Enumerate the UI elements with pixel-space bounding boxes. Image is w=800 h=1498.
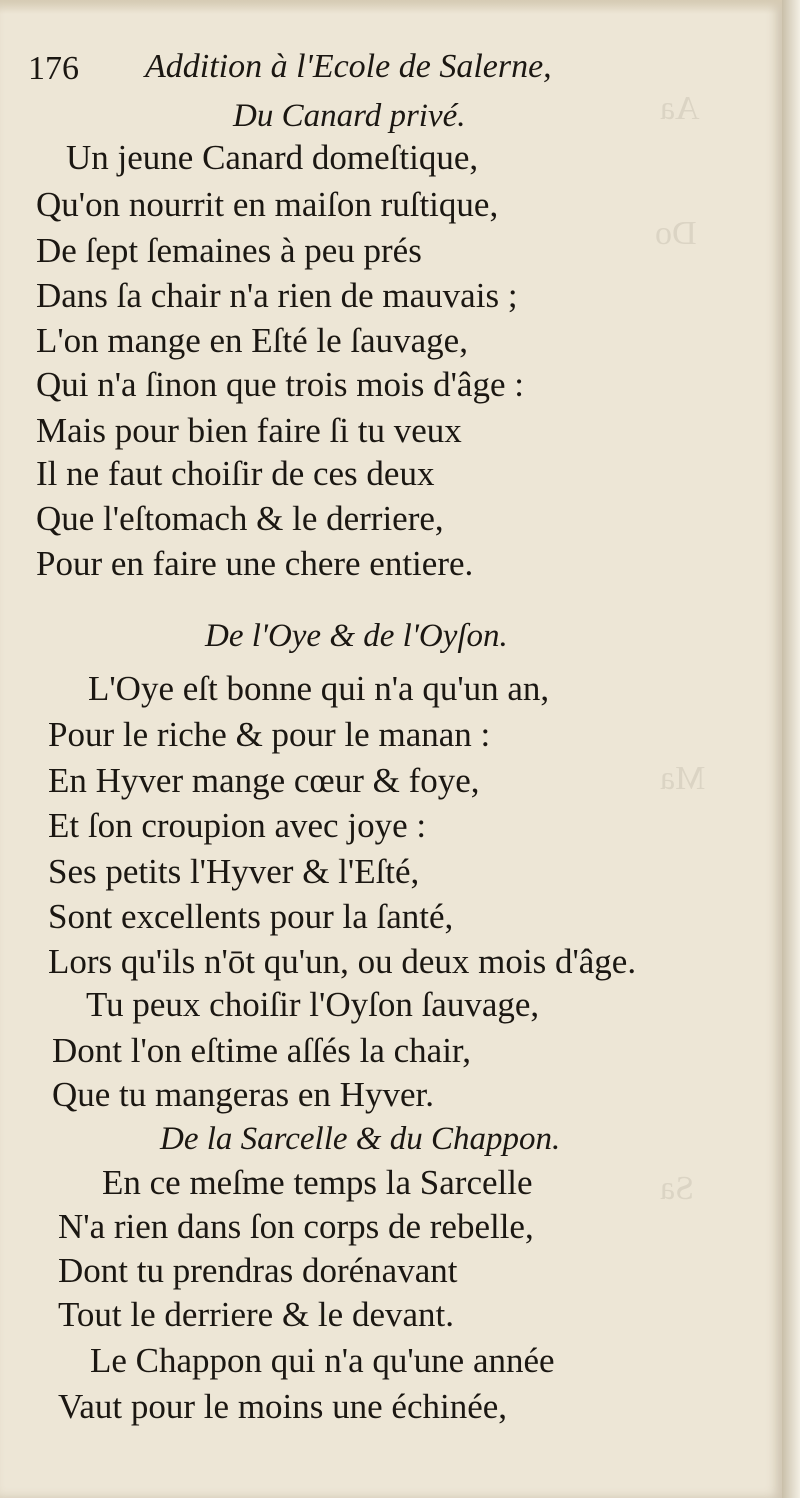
verse-line: Vaut pour le moins une échinée,: [58, 1387, 508, 1426]
verse-line: Pour le riche & pour le manan :: [48, 715, 491, 754]
verse-line: Dans ſa chair n'a rien de mauvais ;: [36, 276, 518, 315]
verse-line: Qui n'a ſinon que trois mois d'âge :: [36, 365, 524, 404]
verse-line: Que l'eſtomach & le derriere,: [36, 499, 444, 538]
bleed-through-mark: Aa: [660, 90, 700, 127]
verse-line: Que tu mangeras en Hyver.: [52, 1075, 434, 1114]
verse-line: L'on mange en Eſté le ſauvage,: [36, 321, 468, 360]
verse-line: Dont l'on eſtime aſſés la chair,: [52, 1031, 471, 1070]
section-heading-sarcelle: De la Sarcelle & du Chappon.: [160, 1121, 561, 1157]
page-gutter: [782, 0, 800, 1498]
verse-line: Mais pour bien faire ſi tu veux: [36, 411, 462, 450]
verse-line: Lors qu'ils n'ōt qu'un, ou deux mois d'âge.: [48, 942, 637, 981]
section-heading-oye: De l'Oye & de l'Oyſon.: [205, 618, 508, 654]
verse-line: Qu'on nourrit en maiſon ruſtique,: [36, 185, 499, 224]
verse-line: Il ne faut choiſir de ces deux: [36, 454, 435, 493]
verse-line: Ses petits l'Hyver & l'Eſté,: [48, 852, 420, 891]
verse-line: De ſept ſemaines à peu prés: [36, 231, 422, 270]
verse-line: Pour en faire une chere entiere.: [36, 544, 474, 583]
verse-line: Sont excellents pour la ſanté,: [48, 897, 454, 936]
page-top-edge: [0, 0, 782, 14]
verse-line: Tu peux choiſir l'Oyſon ſauvage,: [86, 985, 540, 1024]
verse-line: Le Chappon qui n'a qu'une année: [90, 1341, 555, 1380]
page-number: 176: [28, 50, 79, 87]
bleed-through-mark: Sa: [660, 1170, 694, 1207]
bleed-through-mark: Ma: [660, 760, 706, 797]
section-heading-canard: Du Canard privé.: [233, 98, 466, 134]
running-title: Addition à l'Ecole de Salerne,: [145, 48, 552, 85]
verse-line: En Hyver mange cœur & foye,: [48, 761, 480, 800]
verse-line: Tout le derriere & le devant.: [58, 1295, 454, 1334]
verse-line: N'a rien dans ſon corps de rebelle,: [58, 1207, 534, 1246]
verse-line: En ce meſme temps la Sarcelle: [102, 1163, 533, 1202]
verse-line: L'Oye eſt bonne qui n'a qu'un an,: [88, 669, 550, 708]
verse-line: Dont tu prendras dorénavant: [58, 1251, 458, 1290]
verse-line: Un jeune Canard domeſtique,: [66, 138, 479, 177]
verse-line: Et ſon croupion avec joye :: [48, 806, 427, 845]
bleed-through-mark: Do: [655, 215, 697, 252]
